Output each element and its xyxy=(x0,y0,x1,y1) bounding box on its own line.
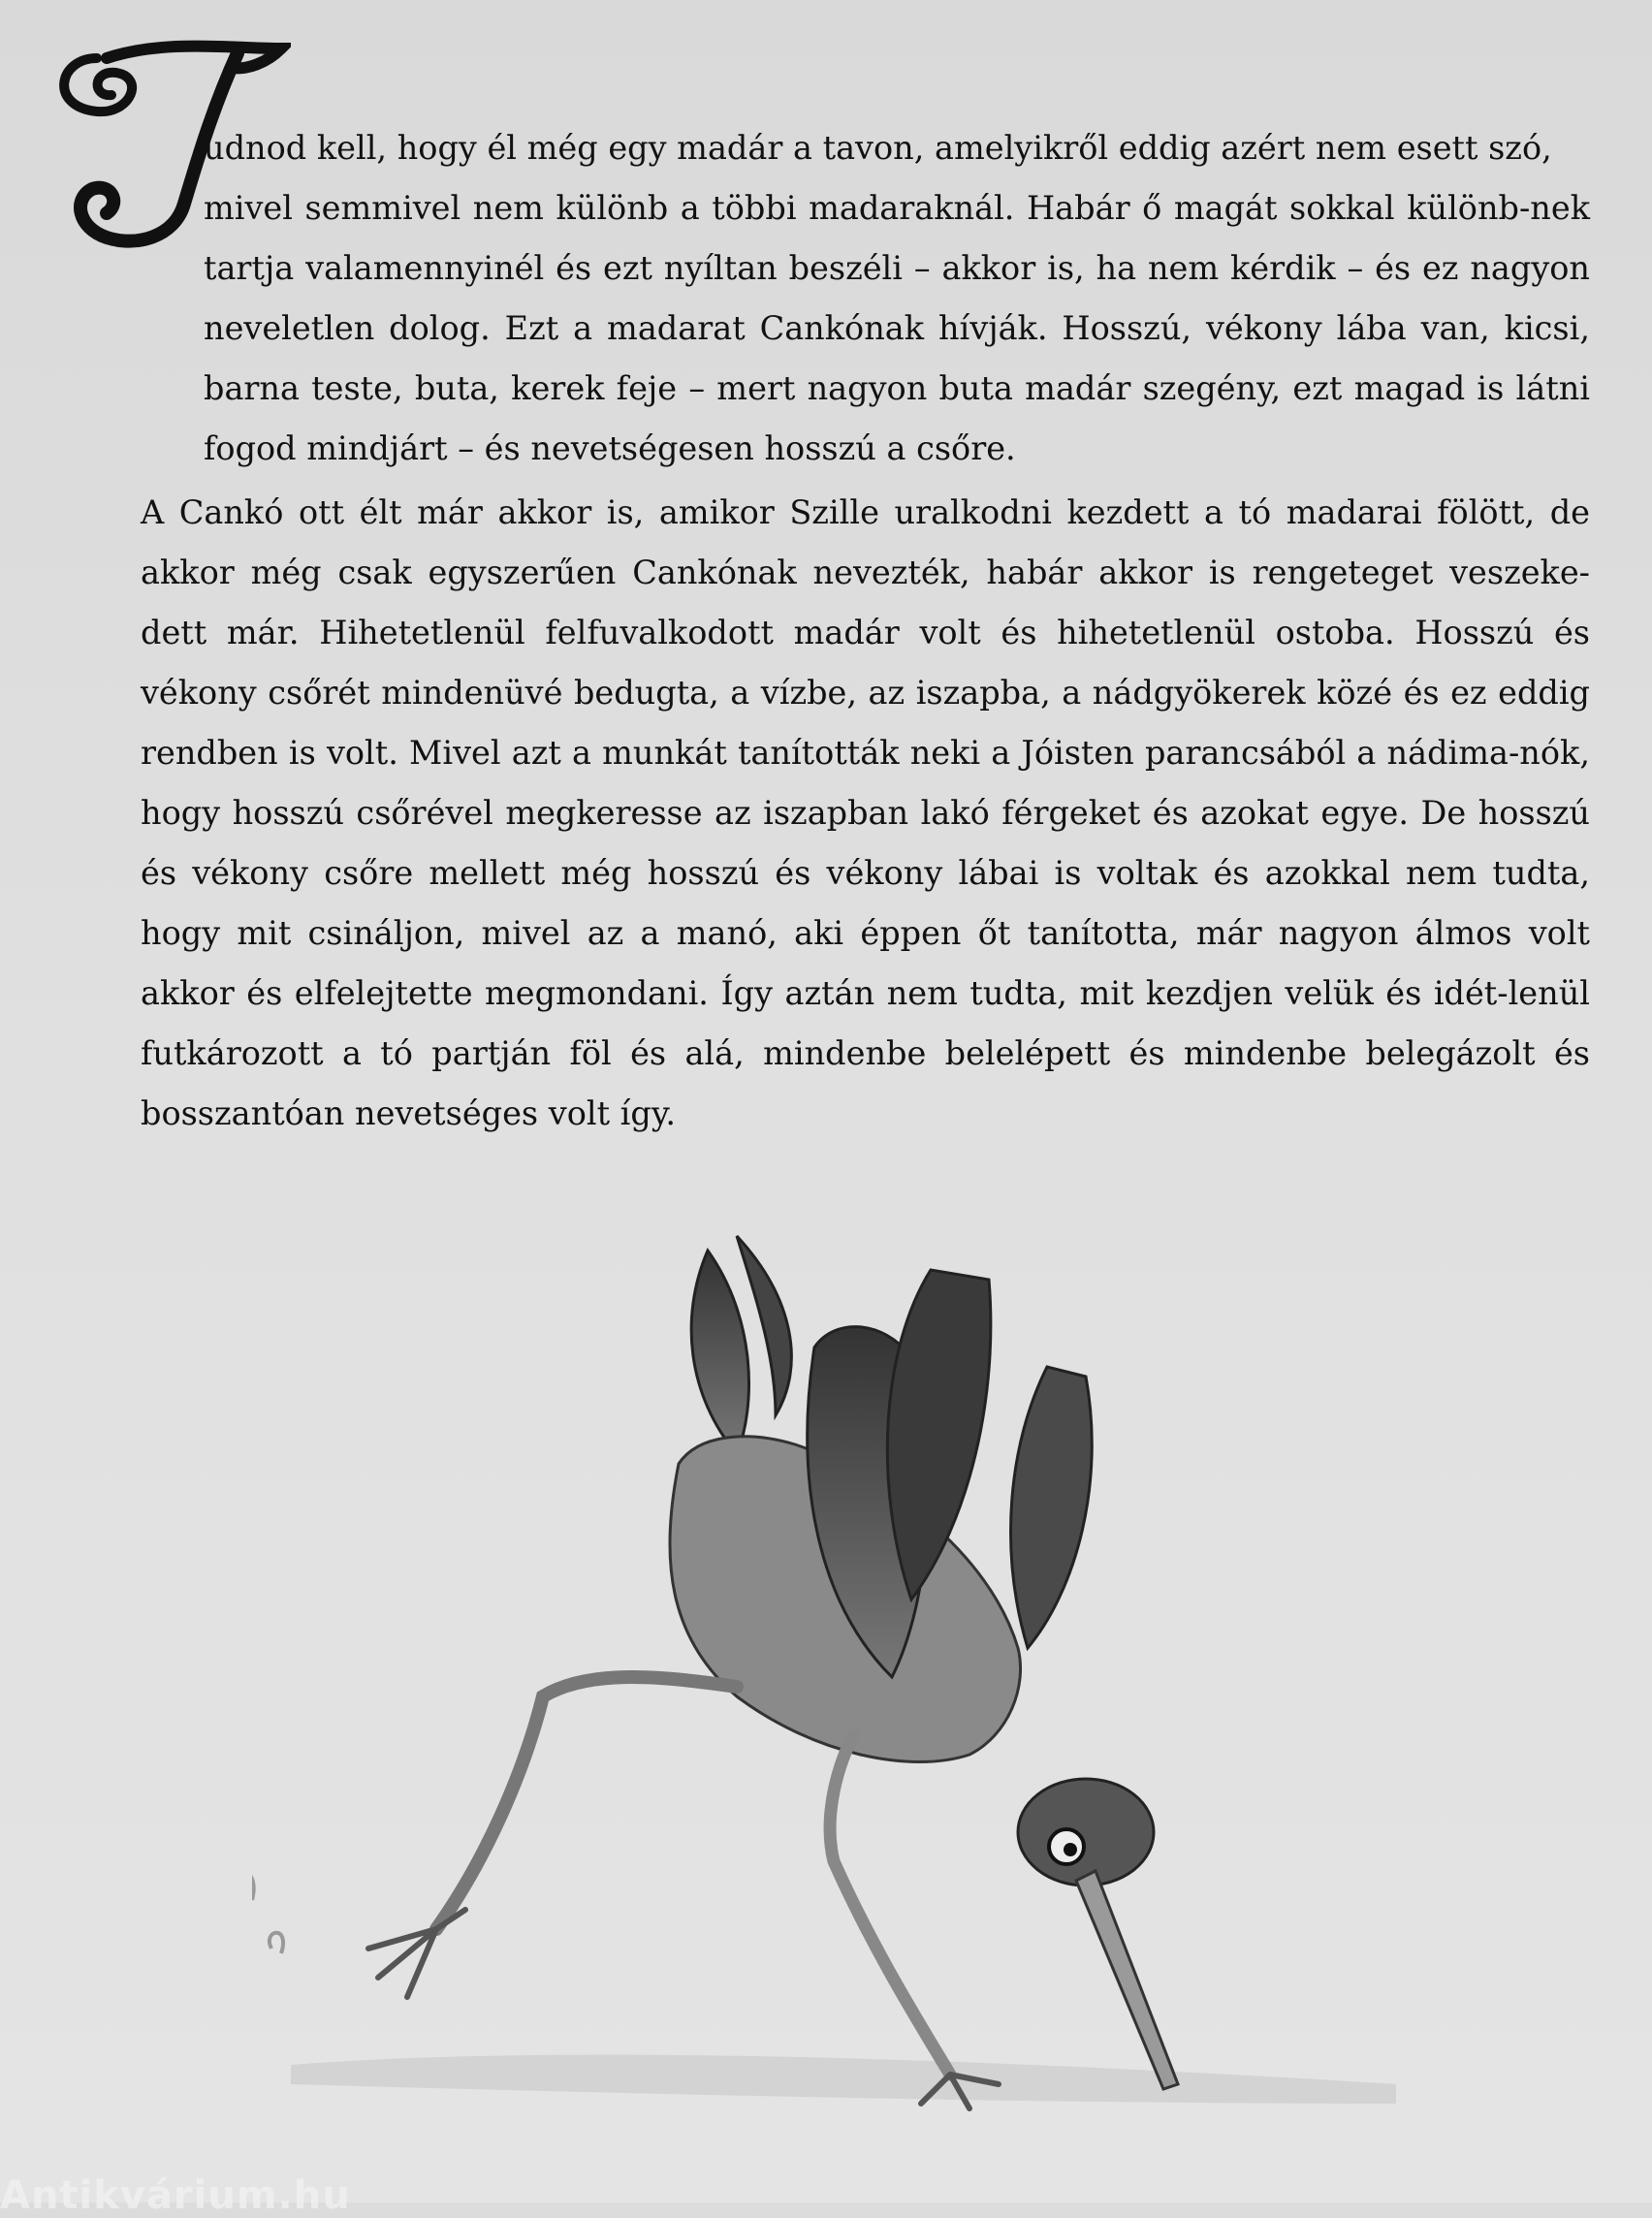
sandpiper-illustration xyxy=(252,1231,1474,2181)
watermark-text: Antikvárium.hu xyxy=(0,2173,351,2218)
paragraph-1-rest: mivel semmivel nem különb a többi madaraknál. Habár ő magát sokkal különb-nek tartja valamennyinél és ezt nyíltan beszéli – akkor is, ha nem kérdik – és ez nagyon neveletlen dolog. Ezt a madarat Cankónak hívják. Hosszú, vékony lába van, kicsi, barna teste, buta, kerek feje – mert nagyon buta madár szegény, ezt magad is látni fogod mindjárt – és nevetségesen hosszú a csőre. xyxy=(204,189,1590,467)
paragraph-1-first-line: udnod kell, hogy él még egy madár a tavon, amelyikről eddig azért nem esett szó, xyxy=(204,129,1552,167)
paragraph-2: A Cankó ott élt már akkor is, amikor Szille uralkodni kezdett a tó madarai fölött, de akkor még csak egyszerűen Cankónak nevezték, habár akkor is rengeteget veszeke-dett már. Hihetetlenül felfuvalkodott madár volt és hihetetlenül ostoba. Hosszú és vékony csőrét mindenüvé bedugta, a vízbe, az iszapba, a nádgyökerek közé és ez eddig rendben is volt. Mivel azt a munkát tanították neki a Jóisten parancsából a nádima-nók, hogy hosszú csőrével megkeresse az iszapban lakó férgeket és azokat egye. De hosszú és vékony csőre mellett még hosszú és vékony lábai is voltak és azokkal nem tudta, hogy mit csináljon, mivel az a manó, aki éppen őt tanította, már nagyon álmos volt akkor és elfelejtette megmondani. Így aztán nem tudta, mit kezdjen velük és idét-lenül futkározott a tó partján föl és alá, mindenbe belelépett és mindenbe belegázolt és bosszantóan nevetséges volt így. xyxy=(141,493,1590,1132)
dropcap-text: T xyxy=(39,19,40,20)
paragraph-1 xyxy=(145,118,1590,479)
